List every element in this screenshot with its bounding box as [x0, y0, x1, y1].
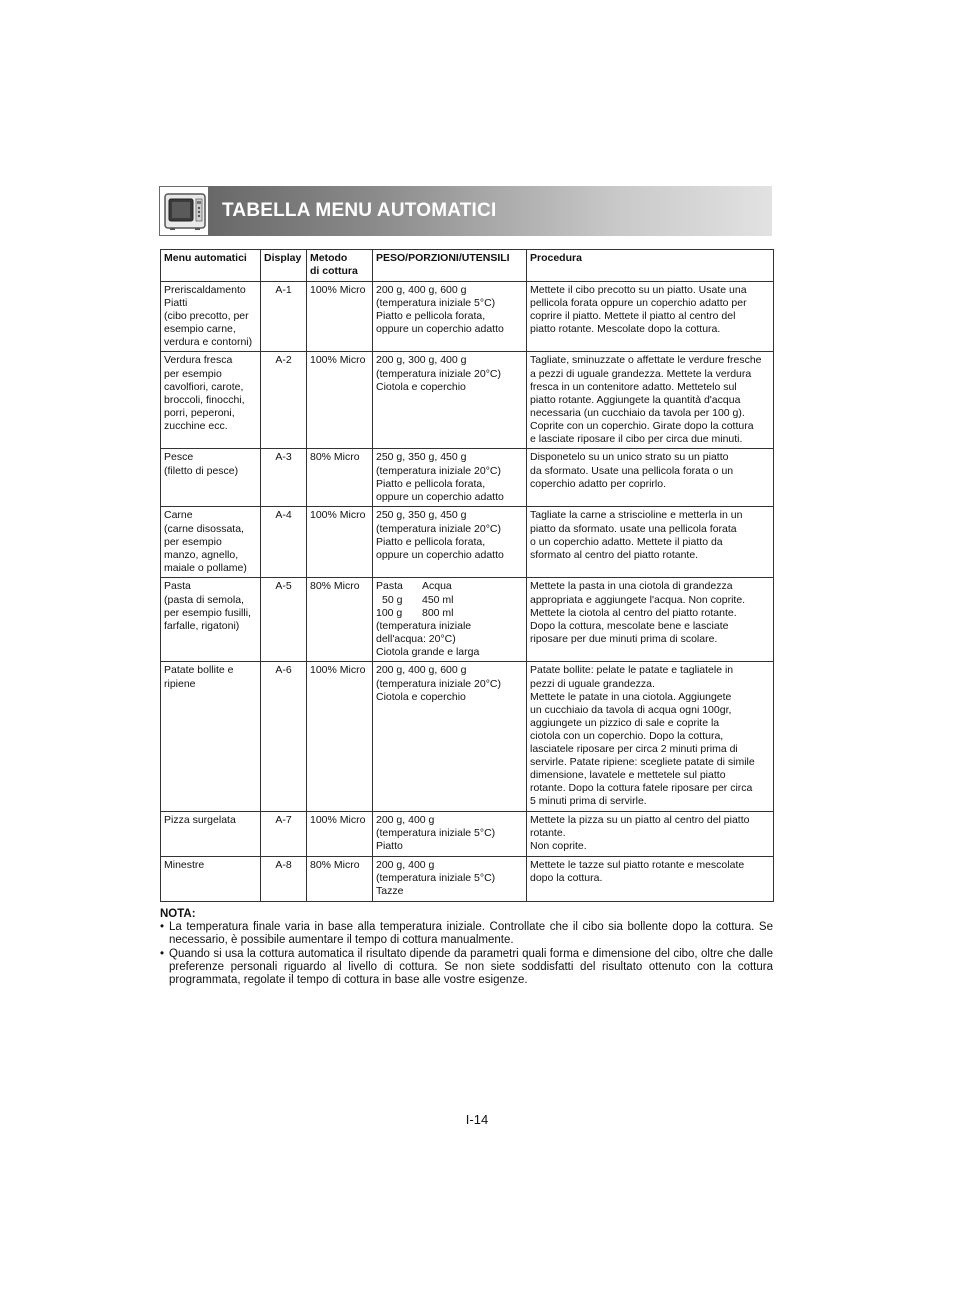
cell-weight: 200 g, 400 g, 600 g (temperatura iniziale 20°C) Ciotola e coperchio: [373, 662, 527, 811]
cell-weight: 200 g, 400 g (temperatura iniziale 5°C) Piatto: [373, 811, 527, 856]
section-header: [159, 186, 772, 236]
cell-menu: Carne (carne disossata, per esempio manzo, agnello, maiale o pollame): [161, 507, 261, 578]
page-number: I-14: [465, 1112, 489, 1127]
cell-display: A-4: [261, 507, 307, 578]
cell-procedure: Tagliate, sminuzzate o affettate le verdure fresche a pezzi di uguale grandezza. Mettete la verdura fresca in un contenitore adatto. Mettetelo sul piatto rotante. Aggiungete la quantità d'acqua necessaria (un cucchiaio da tavola per 100 g). Coprite con un coperchio. Girate dopo la cottura e lasciate riposare il cibo per circa due minuti.: [527, 352, 774, 449]
cell-menu: Patate bollite e ripiene: [161, 662, 261, 811]
water-label: Acqua: [422, 580, 452, 593]
cell-procedure: Mettete la pizza su un piatto al centro del piatto rotante. Non coprite.: [527, 811, 774, 856]
cell-method: 100% Micro: [307, 282, 373, 352]
table-row: [161, 811, 774, 856]
cell-method: 100% Micro: [307, 662, 373, 811]
pasta-extra: (temperatura iniziale dell'acqua: 20°C) Ciotola grande e larga: [376, 619, 480, 658]
cell-menu: Minestre: [161, 856, 261, 901]
cell-menu: Pizza surgelata: [161, 811, 261, 856]
cell-weight: 200 g, 400 g, 600 g (temperatura iniziale 5°C) Piatto e pellicola forata, oppure un coperchio adatto: [373, 282, 527, 352]
table-row: [161, 856, 774, 901]
pasta-water-header: [376, 580, 523, 593]
note-section: [160, 908, 773, 987]
cell-procedure: Tagliate la carne a striscioline e metterla in un piatto da sformato. usate una pellicola forata o un coperchio adatto. Mettete il piatto da sformato al centro del piatto rotante.: [527, 507, 774, 578]
microwave-icon-box: [159, 186, 209, 236]
cell-procedure: Mettete le tazze sul piatto rotante e mescolate dopo la cottura.: [527, 856, 774, 901]
cell-display: A-2: [261, 352, 307, 449]
water-amount: 800 ml: [422, 606, 454, 619]
cell-method: 100% Micro: [307, 352, 373, 449]
table-row: [161, 507, 774, 578]
table-row: [161, 352, 774, 449]
pasta-water-pair: [376, 607, 523, 620]
cell-display: A-8: [261, 856, 307, 901]
pasta-label: Pasta: [376, 580, 403, 593]
col-header-weight: PESO/PORZIONI/UTENSILI: [373, 250, 527, 282]
cell-display: A-5: [261, 578, 307, 662]
microwave-icon: [164, 193, 206, 231]
cell-display: A-1: [261, 282, 307, 352]
cell-display: A-7: [261, 811, 307, 856]
pasta-water-pair: [376, 594, 523, 607]
cell-procedure: Patate bollite: pelate le patate e tagliatele in pezzi di uguale grandezza. Mettete le patate in una ciotola. Aggiungete un cucchiaio da tavola di acqua ogni 100gr, aggiungete un pizzico di sale e coprite la ciotola con un coperchio. Dopo la cottura, lasciatele riposare per circa 2 minuti prima di servirle. Patate ripiene: scegliete patate di simile dimensione, lavatele e mettetele sul piatto rotante. Dopo la cottura fatele riposare per circa 5 minuti prima di servirle.: [527, 662, 774, 811]
cell-method: 100% Micro: [307, 811, 373, 856]
col-header-menu: Menu automatici: [161, 250, 261, 282]
table-row: [161, 662, 774, 811]
cell-menu: Pesce (filetto di pesce): [161, 449, 261, 507]
cell-weight: [373, 578, 527, 662]
table-row: [161, 449, 774, 507]
cell-display: A-3: [261, 449, 307, 507]
note-item: • La temperatura finale varia in base alla temperatura iniziale. Controllate che il cibo sia bollente dopo la cottura. Se necessario, è possibile aumentare il tempo di cottura manualmente.: [160, 921, 773, 947]
cell-menu: Pasta (pasta di semola, per esempio fusilli, farfalle, rigatoni): [161, 578, 261, 662]
cell-weight: 200 g, 300 g, 400 g (temperatura iniziale 20°C) Ciotola e coperchio: [373, 352, 527, 449]
cell-procedure: Mettete il cibo precotto su un piatto. Usate una pellicola forata oppure un coperchio adatto per coprire il piatto. Mettete il piatto al centro del piatto rotante. Mescolate dopo la cottura.: [527, 282, 774, 352]
auto-menu-table: [160, 249, 774, 902]
cell-weight: 250 g, 350 g, 450 g (temperatura iniziale 20°C) Piatto e pellicola forata, oppure un coperchio adatto: [373, 449, 527, 507]
cell-weight: 250 g, 350 g, 450 g (temperatura iniziale 20°C) Piatto e pellicola forata, oppure un coperchio adatto: [373, 507, 527, 578]
col-header-display: Display: [261, 250, 307, 282]
cell-method: 80% Micro: [307, 449, 373, 507]
water-amount: 450 ml: [422, 593, 454, 606]
table-row: [161, 578, 774, 662]
table-row: [161, 282, 774, 352]
pasta-amount: 50 g: [382, 593, 403, 606]
cell-method: 80% Micro: [307, 578, 373, 662]
note-title: NOTA:: [160, 908, 196, 920]
page-title: TABELLA MENU AUTOMATICI: [222, 200, 497, 221]
cell-menu: Verdura fresca per esempio cavolfiori, carote, broccoli, finocchi, porri, peperoni, zucchine ecc.: [161, 352, 261, 449]
col-header-method: Metodo di cottura: [307, 250, 373, 282]
cell-procedure: Disponetelo su un unico strato su un piatto da sformato. Usate una pellicola forata o un coperchio adatto per coprirlo.: [527, 449, 774, 507]
cell-menu: Preriscaldamento Piatti (cibo precotto, per esempio carne, verdura e contorni): [161, 282, 261, 352]
cell-method: 80% Micro: [307, 856, 373, 901]
cell-weight: 200 g, 400 g (temperatura iniziale 5°C) Tazze: [373, 856, 527, 901]
col-header-procedure: Procedura: [527, 250, 774, 282]
table-header-row: [161, 250, 774, 282]
note-list: [160, 921, 773, 987]
cell-method: 100% Micro: [307, 507, 373, 578]
pasta-amount: 100 g: [376, 606, 403, 619]
cell-display: A-6: [261, 662, 307, 811]
note-item: • Quando si usa la cottura automatica il risultato dipende da parametri quali forma e dimensione del cibo, oltre che dalle preferenze personali riguardo al livello di cottura. Se non siete soddisfatti del risultato ottenuto con la cottura programmata, regolate il tempo di cottura in base alle vostre esigenze.: [160, 948, 773, 988]
cell-procedure: Mettete la pasta in una ciotola di grandezza appropriata e aggiungete l'acqua. Non coprite. Mettete la ciotola al centro del piatto rotante. Dopo la cottura, mescolate bene e lasciate riposare per due minuti prima di scolare.: [527, 578, 774, 662]
